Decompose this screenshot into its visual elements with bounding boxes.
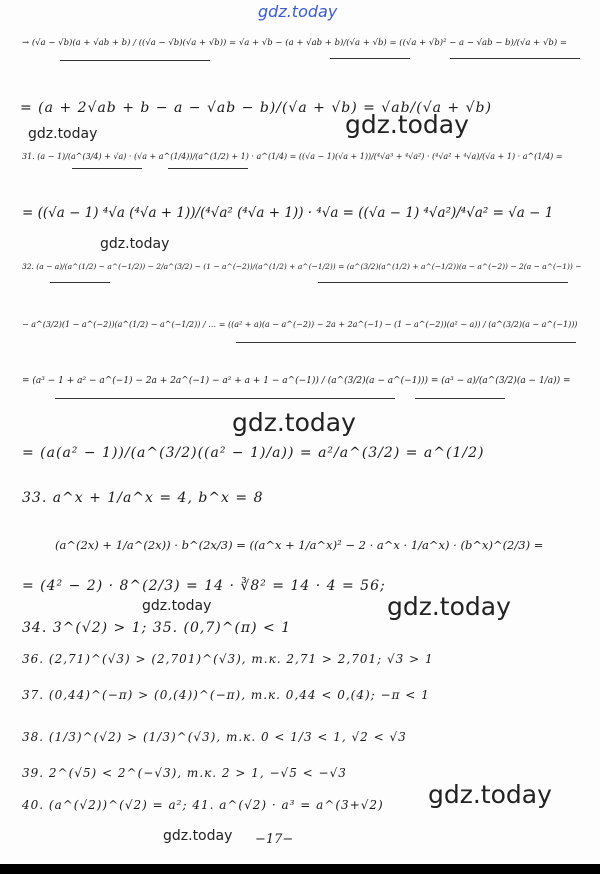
math-line-6: − a^(3/2)(1 − a^(−2))(a^(1/2) − a^(−1/2)) / … = ((a² + a)(a − a^(−2)) − 2a + 2a^(−1) − (1 − a^(−2))(a² − a)) / (a^(3/2)(a − a^(−1))) [22, 320, 578, 329]
math-line-14: 37. (0,44)^(−π) > (0,(4))^(−π), т.к. 0,44 < 0,(4); −π < 1 [22, 688, 430, 702]
watermark: gdz.today [428, 780, 552, 809]
watermark: gdz.today [28, 126, 98, 142]
math-line-7: = (a³ − 1 + a² − a^(−1) − 2a + 2a^(−1) − a² + a + 1 − a^(−1)) / (a^(3/2)(a − a^(−1))) = (a³ − a)/(a^(3/2)(a − 1/a)) = [22, 376, 571, 386]
fraction-bar [55, 398, 395, 399]
math-line-3: 31. (a − 1)/(a^(3/4) + √a) · (√a + a^(1/4))/(a^(1/2) + 1) · a^(1/4) = ((√a − 1)(√a + 1))/(⁴√a³ + ⁴√a²) · (⁴√a² + ⁴√a)/(√a + 1) · a^(1/4) = [22, 152, 563, 161]
math-line-8: = (a(a² − 1))/(a^(3/2)((a² − 1)/a)) = a²/a^(3/2) = a^(1/2) [22, 445, 485, 461]
fraction-bar [415, 398, 505, 399]
fraction-bar [236, 342, 576, 343]
fraction-bar [50, 282, 110, 283]
watermark-top: gdz.today [258, 2, 338, 21]
math-line-11: = (4² − 2) · 8^(2/3) = 14 · ∛8² = 14 · 4 = 56; [22, 578, 386, 594]
fraction-bar [330, 58, 410, 59]
math-line-17: 40. (a^(√2))^(√2) = a²; 41. a^(√2) · a³ = a^(3+√2) [22, 798, 384, 812]
math-line-2: = (a + 2√ab + b − a − √ab − b)/(√a + √b) = √ab/(√a + √b) [20, 100, 492, 116]
math-line-12: 34. 3^(√2) > 1; 35. (0,7)^(π) < 1 [22, 620, 292, 636]
fraction-bar [72, 168, 142, 169]
page-number: −17− [255, 832, 294, 847]
math-line-15: 38. (1/3)^(√2) > (1/3)^(√3), т.к. 0 < 1/3 < 1, √2 < √3 [22, 730, 407, 744]
fraction-bar [450, 58, 580, 59]
fraction-bar [318, 282, 568, 283]
math-line-13: 36. (2,71)^(√3) > (2,701)^(√3), т.к. 2,71 > 2,701; √3 > 1 [22, 652, 434, 666]
fraction-bar [168, 168, 248, 169]
bottom-border [0, 864, 600, 874]
math-line-16: 39. 2^(√5) < 2^(−√3), т.к. 2 > 1, −√5 < −√3 [22, 766, 347, 780]
watermark: gdz.today [163, 828, 233, 844]
watermark: gdz.today [232, 408, 356, 437]
math-line-1: → (√a − √b)(a + √ab + b) / ((√a − √b)(√a + √b)) = √a + √b − (a + √ab + b)/(√a + √b) = ((√a + √b)² − a − √ab − b)/(√a + √b) = [22, 38, 568, 48]
watermark: gdz.today [345, 110, 469, 139]
math-line-10: (a^(2x) + 1/a^(2x)) · b^(2x/3) = ((a^x + 1/a^x)² − 2 · a^x · 1/a^x) · (b^x)^(2/3) = [55, 538, 544, 552]
math-line-9: 33. a^x + 1/a^x = 4, b^x = 8 [22, 490, 264, 506]
watermark: gdz.today [100, 236, 170, 252]
math-line-5: 32. (a − a)/(a^(1/2) − a^(−1/2)) − 2/a^(3/2) − (1 − a^(−2))/(a^(1/2) + a^(−1/2)) = (a^(3/2)(a^(1/2) + a^(−1/2))(a − a^(−2)) − 2(a − a^(−1)) − [22, 262, 582, 271]
math-line-4: = ((√a − 1) ⁴√a (⁴√a + 1))/(⁴√a² (⁴√a + 1)) · ⁴√a = ((√a − 1) ⁴√a²)/⁴√a² = √a − 1 [22, 205, 554, 221]
fraction-bar [60, 60, 210, 61]
watermark: gdz.today [142, 598, 212, 614]
watermark: gdz.today [387, 592, 511, 621]
